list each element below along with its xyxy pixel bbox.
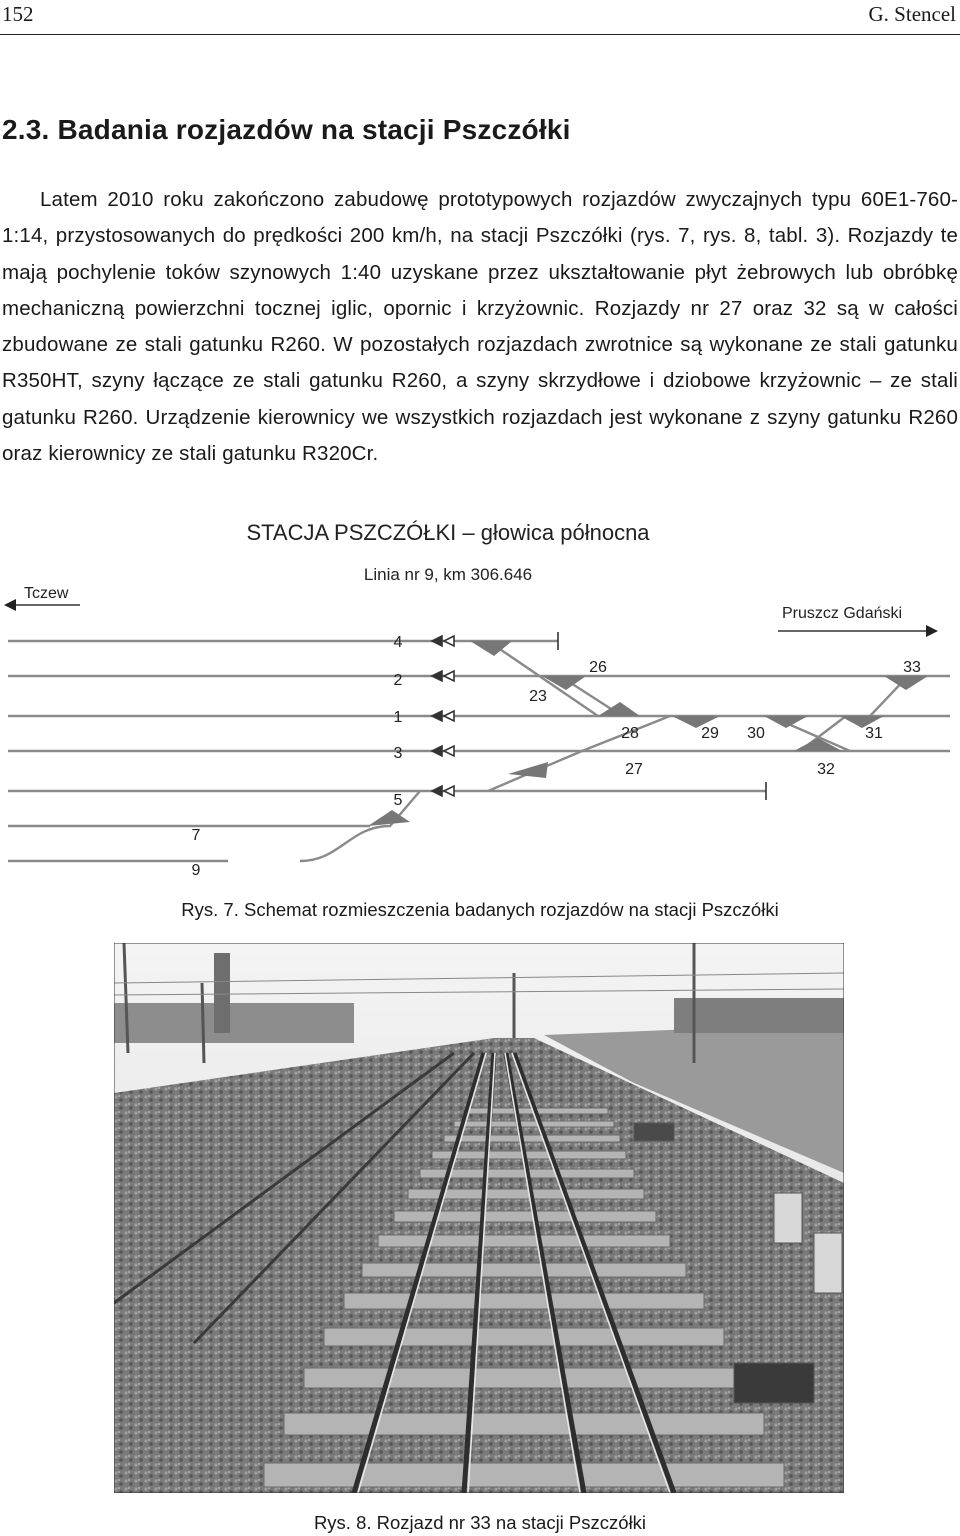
switch-label: 31 xyxy=(865,725,883,742)
body-paragraph: Latem 2010 roku zakończono zabudowę prototypowych rozjazdów zwyczajnych typu 60E1-760-1:14, przystosowanych do prędkości 200 km/h, na stacji Pszczółki (rys. 7, rys. 8, tabl. 3). Rozjazdy te mają pochylenie toków szynowych 1:40 uzyskane przez ukształtowanie płyt żebrowych lub obróbkę mechaniczną powierzchni tocznej iglic, opornic i krzyżownic. Rozjazdy nr 27 oraz 32 są w całości zbudowane ze stali gatunku R260. W pozostałych rozjazdach zwrotnice są wykonane ze stali gatunku R350HT, szyny łączące ze stali gatunku R260, a szyny skrzydłowe i dziobowe krzyżownic – ze stali gatunku R260. Urządzenie kierownicy we wszystkich rozjazdach jest wykonane z szyny gatunku R260 oraz kierownicy ze stali gatunku R320Cr. xyxy=(2,188,958,466)
track-label: 2 xyxy=(393,672,403,689)
running-header xyxy=(0,0,960,36)
track-label: 4 xyxy=(393,634,403,651)
switch-label: 29 xyxy=(701,725,719,742)
switch-label: 33 xyxy=(903,659,921,676)
section-title: 2.3. Badania rozjazdów na stacji Pszczółki xyxy=(2,114,571,145)
track-label: 5 xyxy=(393,792,403,809)
switch-7-mark xyxy=(368,810,410,826)
arrow-right-icon xyxy=(778,625,938,637)
turnout-photo xyxy=(114,943,844,1493)
signal-track-3-icon xyxy=(432,746,454,756)
switch-27-mark xyxy=(508,762,548,778)
signal-track-2-icon xyxy=(432,671,454,681)
switch-label: 26 xyxy=(589,659,607,676)
figure-8-caption: Rys. 8. Rozjazd nr 33 na stacji Pszczółki xyxy=(313,1512,647,1533)
switch-label: 23 xyxy=(529,688,547,705)
track-layout-diagram xyxy=(0,510,960,890)
figure-7-caption: Rys. 7. Schemat rozmieszczenia badanych rozjazdów na stacji Pszczółki xyxy=(181,899,779,920)
switch-label: 30 xyxy=(747,725,765,742)
diagram-subtitle: Linia nr 9, km 306.646 xyxy=(363,565,533,584)
switch-label: 27 xyxy=(625,761,643,778)
page-number: 152 xyxy=(2,2,34,26)
switch-30-mark xyxy=(764,716,808,728)
running-author: G. Stencel xyxy=(868,2,956,26)
track-label: 9 xyxy=(191,862,201,879)
direction-label-left: Tczew xyxy=(24,585,69,602)
track-label: 3 xyxy=(393,745,403,762)
header-rule xyxy=(0,34,960,35)
track-label: 1 xyxy=(393,709,403,726)
diagram-title: STACJA PSZCZÓŁKI – głowica północna xyxy=(246,520,650,545)
switch-33-mark xyxy=(884,676,928,690)
switch-label: 28 xyxy=(621,725,639,742)
signal-track-1-icon xyxy=(432,711,454,721)
track-label: 7 xyxy=(191,827,201,844)
switch-label: 32 xyxy=(817,761,835,778)
direction-label-right: Pruszcz Gdański xyxy=(782,605,903,622)
